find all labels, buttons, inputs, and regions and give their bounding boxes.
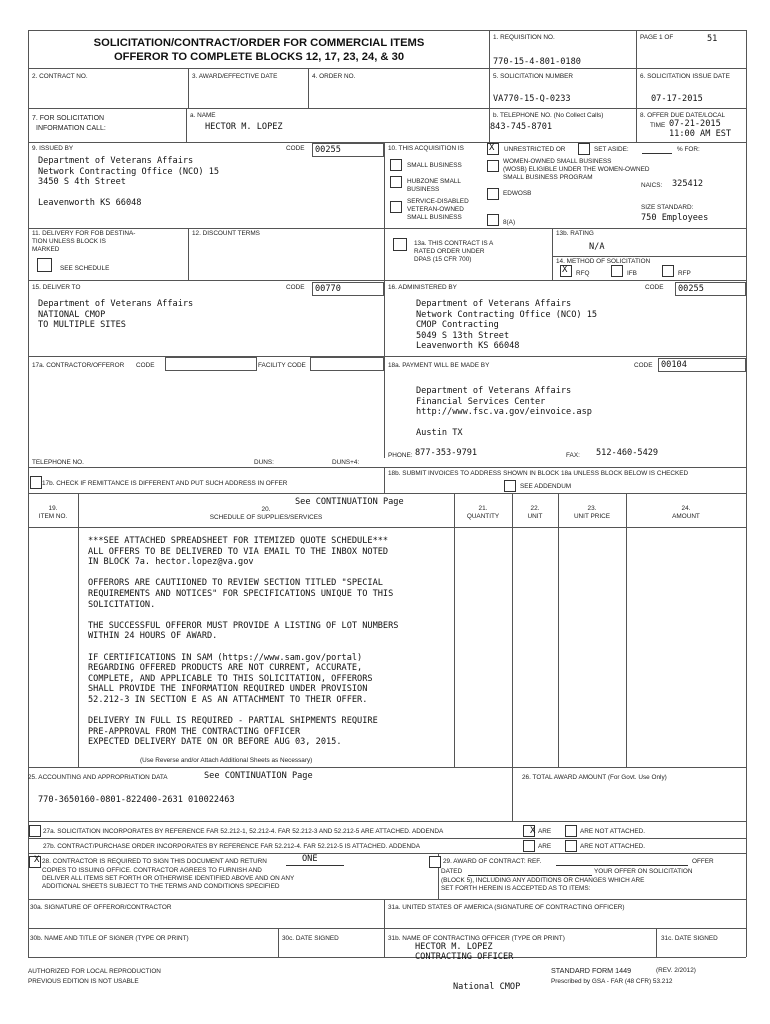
27b-not-attached-label: ARE NOT ATTACHED. bbox=[580, 843, 645, 850]
27b-not-attached-checkbox[interactable] bbox=[565, 840, 577, 852]
info-call-label-1: 7. FOR SOLICITATION bbox=[32, 115, 105, 122]
divider bbox=[278, 928, 279, 957]
unrestricted-check-mark: X bbox=[489, 143, 495, 153]
set-aside-checkbox[interactable] bbox=[578, 143, 590, 155]
payment-code-box[interactable] bbox=[658, 358, 746, 372]
divider bbox=[384, 142, 385, 458]
rfp-label: RFP bbox=[678, 270, 691, 277]
contractor-code-label: CODE bbox=[136, 362, 155, 369]
rfq-label: RFQ bbox=[576, 270, 590, 277]
divider bbox=[636, 30, 637, 142]
contractor-label: 17a. CONTRACTOR/OFFEROR bbox=[32, 362, 125, 369]
deliver-to-code-box[interactable] bbox=[312, 282, 384, 296]
payment-phone-value[interactable]: 877-353-9791 bbox=[415, 448, 478, 458]
solicitation-number-value[interactable]: VA770-15-Q-0233 bbox=[493, 94, 571, 104]
form-title-line2: OFFEROR TO COMPLETE BLOCKS 12, 17, 23, 24, & 30 bbox=[113, 51, 405, 63]
form-number: STANDARD FORM 1449 bbox=[551, 966, 632, 975]
rating-label: 13b. RATING bbox=[556, 230, 594, 237]
divider bbox=[78, 493, 79, 767]
28-copies-value[interactable]: ONE bbox=[302, 854, 318, 864]
29-checkbox[interactable] bbox=[429, 856, 441, 868]
time-label: TIME bbox=[650, 122, 666, 129]
facility-code-label: FACILITY CODE bbox=[258, 362, 306, 369]
divider bbox=[186, 108, 187, 142]
payment-phone-label: PHONE: bbox=[388, 452, 413, 459]
unit-price-header: 23. UNIT PRICE bbox=[573, 505, 611, 520]
sdvosb-checkbox[interactable] bbox=[390, 201, 402, 213]
rated-order-label: 13a. THIS CONTRACT IS A RATED ORDER UNDER DPAS (15 CFR 700) bbox=[414, 240, 494, 263]
quantity-header: 21. QUANTITY bbox=[466, 505, 500, 520]
see-schedule-checkbox[interactable] bbox=[37, 258, 52, 272]
telephone-label: b. TELEPHONE NO. (No Collect Calls) bbox=[493, 112, 604, 119]
divider bbox=[28, 853, 746, 854]
divider bbox=[28, 68, 746, 69]
order-no-label: 4. ORDER NO. bbox=[312, 73, 356, 80]
deliver-to-address: Department of Veterans Affairs NATIONAL CMOP TO MULTIPLE SITES bbox=[38, 299, 194, 330]
co-name-value: HECTOR M. LOPEZ CONTRACTING OFFICER bbox=[415, 942, 514, 962]
issued-by-code-label: CODE bbox=[286, 145, 305, 152]
rating-value[interactable]: N/A bbox=[589, 242, 605, 252]
divider bbox=[28, 821, 746, 822]
signer-name-label: 30b. NAME AND TITLE OF SIGNER (TYPE OR PRINT) bbox=[30, 935, 189, 942]
rfp-checkbox[interactable] bbox=[662, 265, 674, 277]
wosb-label: WOMEN-OWNED SMALL BUSINESS (WOSB) ELIGIBLE UNDER THE WOMEN-OWNED SMALL BUSINESS PROGRAM bbox=[503, 158, 650, 181]
divider bbox=[28, 228, 746, 229]
27a-are-check-mark: X bbox=[530, 826, 536, 836]
solicitation-date-label: 6. SOLICITATION ISSUE DATE bbox=[640, 73, 730, 80]
see-schedule-label: SEE SCHEDULE bbox=[60, 265, 110, 272]
form-title-line1: SOLICITATION/CONTRACT/ORDER FOR COMMERCIAL ITEMS bbox=[93, 37, 425, 49]
duns-label: DUNS: bbox=[254, 459, 274, 466]
requisition-label: 1. REQUISITION NO. bbox=[493, 34, 555, 41]
unrestricted-label: UNRESTRICTED OR bbox=[504, 146, 566, 153]
footer-center-text: National CMOP bbox=[453, 982, 521, 992]
divider bbox=[28, 280, 746, 281]
remittance-label: 17b. CHECK IF REMITTANCE IS DIFFERENT AND PUT SUCH ADDRESS IN OFFER bbox=[42, 480, 288, 487]
award-date-label: 3. AWARD/EFFECTIVE DATE bbox=[192, 73, 278, 80]
discount-terms-label: 12. DISCOUNT TERMS bbox=[192, 230, 260, 237]
facility-code-box[interactable] bbox=[310, 357, 384, 371]
size-standard-value[interactable]: 750 Employees bbox=[641, 213, 709, 223]
divider bbox=[512, 493, 513, 767]
deliver-to-label: 15. DELIVER TO bbox=[32, 284, 81, 291]
schedule-header: 20. SCHEDULE OF SUPPLIES/SERVICES bbox=[209, 506, 323, 521]
27a-not-attached-checkbox[interactable] bbox=[565, 825, 577, 837]
accounting-note: See CONTINUATION Page bbox=[204, 771, 313, 781]
divider bbox=[626, 493, 627, 767]
divider bbox=[28, 899, 746, 900]
issued-by-address: Department of Veterans Affairs Network Contracting Office (NCO) 15 3450 S 4th Street Leavenworth KS 66048 bbox=[38, 156, 220, 208]
wosb-checkbox[interactable] bbox=[487, 160, 499, 172]
hubzone-label: HUBZONE SMALL BUSINESS bbox=[407, 178, 461, 193]
divider bbox=[188, 228, 189, 280]
solicitation-number-label: 5. SOLICITATION NUMBER bbox=[493, 73, 574, 80]
payment-code-value: 00104 bbox=[661, 360, 687, 370]
telephone-value[interactable]: 843-745-8701 bbox=[490, 122, 553, 132]
divider bbox=[552, 256, 746, 257]
29-ref-line[interactable] bbox=[556, 865, 688, 866]
payment-fax-value[interactable]: 512-460-5429 bbox=[596, 448, 659, 458]
issued-by-code-value: 00255 bbox=[315, 145, 341, 155]
divider bbox=[28, 142, 746, 143]
edwosb-checkbox[interactable] bbox=[487, 188, 499, 200]
administered-by-code-label: CODE bbox=[645, 284, 664, 291]
divider bbox=[552, 228, 553, 280]
27a-are-label: ARE bbox=[538, 828, 552, 835]
28-text: COPIES TO ISSUING OFFICE. CONTRACTOR AGREES TO FURNISH AND DELIVER ALL ITEMS SET FORTH OR OTHERWISE IDENTIFIED ABOVE AND ON ANY ADDITIONAL SHEETS SUBJECT TO THE TERMS AND CONDITIONS SPECIFIED bbox=[42, 867, 295, 890]
name-label: a. NAME bbox=[190, 112, 216, 119]
27b-label: 27b. CONTRACT/PURCHASE ORDER INCORPORATES BY REFERENCE FAR 52.212-4. FAR 52.212-5 IS ATTACHED. ADDENDA bbox=[43, 843, 421, 850]
eight-a-label: 8(A) bbox=[503, 219, 516, 226]
percent-for-label: % FOR: bbox=[677, 146, 700, 153]
payment-fax-label: FAX: bbox=[566, 452, 580, 459]
28-copies-line bbox=[286, 865, 344, 866]
set-aside-label: SET ASIDE: bbox=[594, 146, 629, 153]
duns4-label: DUNS+4: bbox=[332, 459, 360, 466]
rfq-check-mark: X bbox=[562, 265, 568, 275]
offer-due-label: 8. OFFER DUE DATE/LOCAL bbox=[640, 112, 726, 119]
form-top-border bbox=[28, 30, 746, 31]
page-label: PAGE 1 OF bbox=[640, 34, 674, 41]
27a-label: 27a. SOLICITATION INCORPORATES BY REFERENCE FAR 52.212-1, 52.212-4. FAR 52.212-3 AND 52.212-5 ARE ATTACHED. ADDENDA bbox=[43, 828, 444, 835]
small-business-checkbox[interactable] bbox=[390, 159, 402, 171]
divider bbox=[28, 108, 746, 109]
offer-due-date[interactable]: 07-21-2015 bbox=[669, 119, 721, 129]
hubzone-checkbox[interactable] bbox=[390, 176, 402, 188]
solicitation-date-value[interactable]: 07-17-2015 bbox=[651, 94, 703, 104]
offer-due-time[interactable]: 11:00 AM EST bbox=[669, 129, 732, 139]
small-business-label: SMALL BUSINESS bbox=[407, 162, 462, 169]
naics-value[interactable]: 325412 bbox=[672, 179, 704, 189]
delivery-fob-label: 11. DELIVERY FOR FOB DESTINA- TION UNLESS BLOCK IS MARKED bbox=[32, 230, 136, 253]
deliver-to-code-value: 00770 bbox=[315, 284, 341, 294]
27a-checkbox[interactable] bbox=[29, 825, 41, 837]
co-date-label: 31c. DATE SIGNED bbox=[661, 935, 718, 942]
remittance-checkbox[interactable] bbox=[30, 476, 42, 489]
27a-not-attached-label: ARE NOT ATTACHED. bbox=[580, 828, 645, 835]
sdvosb-label: SERVICE-DISABLED VETERAN-OWNED SMALL BUSINESS bbox=[407, 198, 469, 221]
issued-by-code-box[interactable] bbox=[312, 143, 384, 157]
divider bbox=[28, 838, 746, 839]
schedule-body: ***SEE ATTACHED SPREADSHEET FOR ITEMIZED QUOTE SCHEDULE*** ALL OFFERS TO BE DELIVERED TO VIA EMAIL TO THE INBOX NOTED IN BLOCK 7a. hector.lopez@va.gov OFFERORS ARE CAUTIIONED TO REVIEW SECTION TITLED "SPECIAL REQUIREMENTS AND NOTICES" FOR SPECIFICATIONS UNIQUE TO THIS SOLICITATION. THE SUCCESSFUL OFFEROR MUST PROVIDE A LISTING OF LOT NUMBERS WITHIN 24 HOURS OF AWARD. IF CERTIFICATIONS IN SAM (https://www.sam.gov/portal) REGARDING OFFERED PRODUCTS ARE NOT CURRENT, ACCURATE, COMPLETE, AND APPLICABLE TO THIS SOLICITATION, OFFERORS SHALL PROVIDE THE INFORMATION REQUIRED UNDER PROVISION 52.212-3 IN SECTION E AS AN ATTACHMENT TO THEIR OFFER. DELIVERY IN FULL IS REQUIRED - PARTIAL SHIPMENTS REQUIRE PRE-APPROVAL FROM THE CONTRACTING OFFICER EXPECTED DELIVERY DATE ON OR BEFORE AUG 03, 2015. bbox=[88, 536, 399, 748]
naics-label: NAICS: bbox=[641, 182, 663, 189]
divider bbox=[28, 493, 746, 494]
item-no-header: 19. ITEM NO. bbox=[38, 505, 68, 520]
divider bbox=[308, 68, 309, 108]
divider bbox=[384, 467, 385, 493]
form-prescribed: Prescribed by GSA - FAR (48 CFR) 53.212 bbox=[551, 978, 673, 985]
29-dated-line[interactable] bbox=[468, 875, 592, 876]
see-addendum-checkbox[interactable] bbox=[504, 480, 516, 492]
form-revision: (REV. 2/2012) bbox=[656, 967, 696, 974]
29-text: (BLOCK 5), INCLUDING ANY ADDITIONS OR CHANGES WHICH ARE SET FORTH HEREIN IS ACCEPTED AS TO ITEMS: bbox=[441, 877, 645, 892]
divider bbox=[512, 767, 513, 821]
ifb-checkbox[interactable] bbox=[611, 265, 623, 277]
rated-order-checkbox[interactable] bbox=[393, 238, 407, 251]
size-standard-label: SIZE STANDARD: bbox=[641, 204, 694, 211]
form-bottom-border bbox=[28, 957, 746, 958]
amount-header: 24. AMOUNT bbox=[672, 505, 700, 520]
divider bbox=[28, 928, 746, 929]
28-label: 28. CONTRACTOR IS REQUIRED TO SIGN THIS DOCUMENT AND RETURN bbox=[42, 858, 267, 865]
accounting-value[interactable]: 770-3650160-0801-822400-2631 010022463 bbox=[38, 795, 235, 805]
info-call-label-2: INFORMATION CALL: bbox=[36, 125, 106, 132]
edwosb-label: EDWOSB bbox=[503, 190, 532, 197]
schedule-continuation-note: See CONTINUATION Page bbox=[295, 497, 404, 507]
divider bbox=[188, 68, 189, 108]
divider bbox=[558, 493, 559, 767]
27b-are-label: ARE bbox=[538, 843, 552, 850]
divider bbox=[28, 467, 746, 468]
see-addendum-label: SEE ADDENDUM bbox=[520, 483, 572, 490]
unit-header: 22. UNIT bbox=[527, 505, 543, 520]
footer-reproduction-note: AUTHORIZED FOR LOCAL REPRODUCTION PREVIOUS EDITION IS NOT USABLE bbox=[28, 968, 161, 985]
signer-date-label: 30c. DATE SIGNED bbox=[282, 935, 339, 942]
29-offer-label: OFFER bbox=[692, 858, 714, 865]
administered-by-label: 16. ADMINISTERED BY bbox=[388, 284, 457, 291]
deliver-to-code-label: CODE bbox=[286, 284, 305, 291]
divider bbox=[454, 493, 455, 767]
eight-a-checkbox[interactable] bbox=[487, 214, 499, 226]
contract-no-label: 2. CONTRACT NO. bbox=[32, 73, 88, 80]
29-your-offer-label: YOUR OFFER ON SOLICITATION bbox=[594, 868, 693, 875]
contractor-telephone-label: TELEPHONE NO. bbox=[32, 459, 84, 466]
29-label: 29. AWARD OF CONTRACT: REF. bbox=[443, 858, 542, 865]
27b-are-checkbox[interactable] bbox=[523, 840, 535, 852]
form-right-border bbox=[746, 30, 747, 957]
acquisition-label: 10. THIS ACQUISITION IS bbox=[388, 145, 464, 152]
contact-name-value[interactable]: HECTOR M. LOPEZ bbox=[205, 122, 283, 132]
schedule-footer-note: (Use Reverse and/or Attach Additional Sheets as Necessary) bbox=[140, 757, 313, 764]
administered-by-code-value: 00255 bbox=[678, 284, 704, 294]
divider bbox=[28, 767, 746, 768]
administered-by-code-box[interactable] bbox=[675, 282, 746, 296]
divider bbox=[656, 928, 657, 957]
payment-by-label: 18a. PAYMENT WILL BE MADE BY bbox=[388, 362, 490, 369]
29-dated-label: DATED bbox=[441, 868, 463, 875]
co-name-label: 31b. NAME OF CONTRACTING OFFICER (TYPE OR PRINT) bbox=[388, 935, 565, 942]
administered-by-address: Department of Veterans Affairs Network Contracting Office (NCO) 15 CMOP Contracting 5049 S 13th Street Leavenworth KS 66048 bbox=[416, 299, 598, 351]
total-award-label: 26. TOTAL AWARD AMOUNT (For Govt. Use Only) bbox=[522, 774, 667, 781]
ifb-label: IFB bbox=[627, 270, 637, 277]
payment-address: Department of Veterans Affairs Financial Services Center http://www.fsc.va.gov/einvoice.asp Austin TX bbox=[416, 386, 592, 438]
requisition-value[interactable]: 770-15-4-801-0180 bbox=[493, 57, 581, 67]
payment-code-label: CODE bbox=[634, 362, 653, 369]
set-aside-percent-line[interactable] bbox=[642, 153, 672, 154]
divider bbox=[28, 356, 746, 357]
28-check-mark: X bbox=[34, 855, 40, 865]
signature-offeror-label: 30a. SIGNATURE OF OFFEROR/CONTRACTOR bbox=[30, 904, 172, 911]
submit-invoices-label: 18b. SUBMIT INVOICES TO ADDRESS SHOWN IN BLOCK 18a UNLESS BLOCK BELOW IS CHECKED bbox=[388, 470, 689, 477]
issued-by-label: 9. ISSUED BY bbox=[32, 145, 74, 152]
page-total: 51 bbox=[707, 34, 718, 44]
contractor-code-box[interactable] bbox=[165, 357, 257, 371]
accounting-label: 25. ACCOUNTING AND APPROPRIATION DATA bbox=[28, 774, 168, 781]
signature-co-label: 31a. UNITED STATES OF AMERICA (SIGNATURE OF CONTRACTING OFFICER) bbox=[388, 904, 625, 911]
divider bbox=[28, 527, 746, 528]
method-solicitation-label: 14. METHOD OF SOLICITATION bbox=[556, 258, 651, 265]
